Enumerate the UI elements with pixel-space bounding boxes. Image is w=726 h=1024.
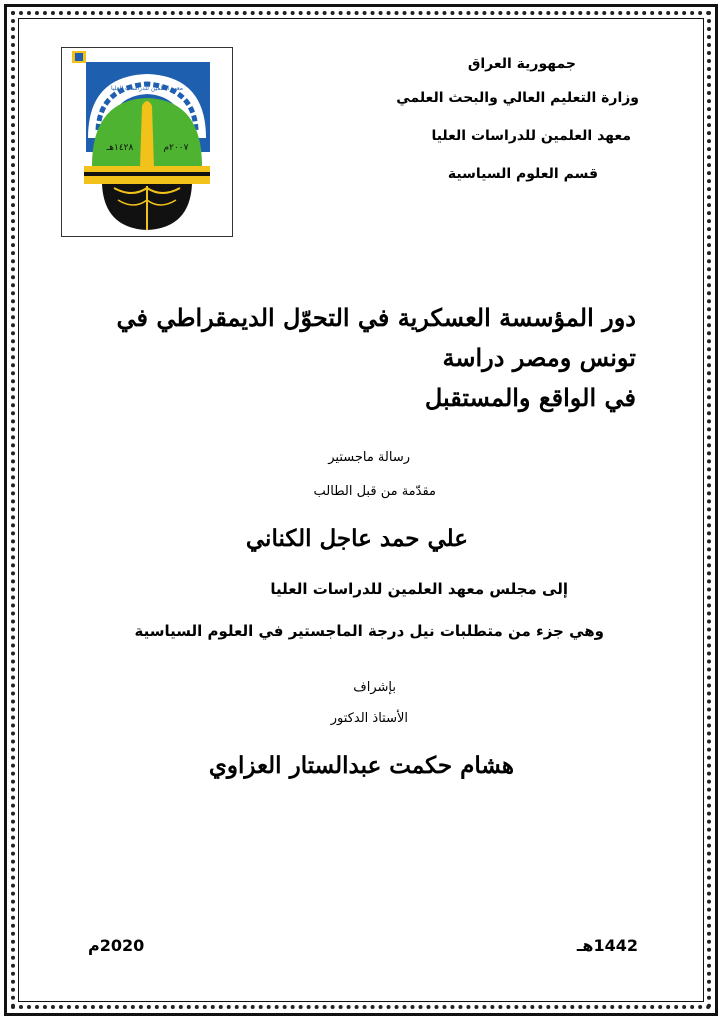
logo-ribbon-text: معهد العلمين للدراسات العليا: [110, 85, 184, 92]
submitted-by-label: مقدّمة من قبل الطالب: [313, 484, 436, 499]
thesis-type: رسالة ماجستير: [328, 450, 410, 465]
supervision-label: بإشراف: [353, 680, 396, 695]
thesis-title-line1: دور المؤسسة العسكرية في التحوّل الديمقراطي في تونس ومصر دراسة: [116, 303, 636, 372]
emblem-icon: [62, 48, 232, 236]
degree-requirement: وهي جزء من متطلبات نيل درجة الماجستير في العلوم السياسية: [134, 622, 604, 640]
institute-logo: [61, 47, 233, 237]
supervisor-title: الأستاذ الدكتور: [330, 711, 408, 726]
logo-year-gregorian: ٢٠٠٧م: [163, 143, 189, 153]
ministry-name: وزارة التعليم العالي والبحث العلمي: [396, 90, 639, 106]
date-hijri: 1442هـ: [576, 936, 638, 955]
logo-year-hijri: ١٤٢٨هـ: [106, 143, 134, 153]
submitted-to: إلى مجلس معهد العلمين للدراسات العليا: [270, 580, 568, 598]
thesis-title-line2: في الواقع والمستقبل: [424, 383, 636, 412]
thesis-title: [60, 298, 636, 418]
student-name: علي حمد عاجل الكناني: [245, 525, 468, 552]
date-gregorian: 2020م: [88, 936, 145, 955]
country-name: جمهورية العراق: [467, 56, 576, 72]
department-name: قسم العلوم السياسية: [447, 166, 598, 182]
supervisor-name: هشام حكمت عبدالستار العزاوي: [208, 752, 514, 779]
institute-name: معهد العلمين للدراسات العليا: [431, 128, 631, 144]
